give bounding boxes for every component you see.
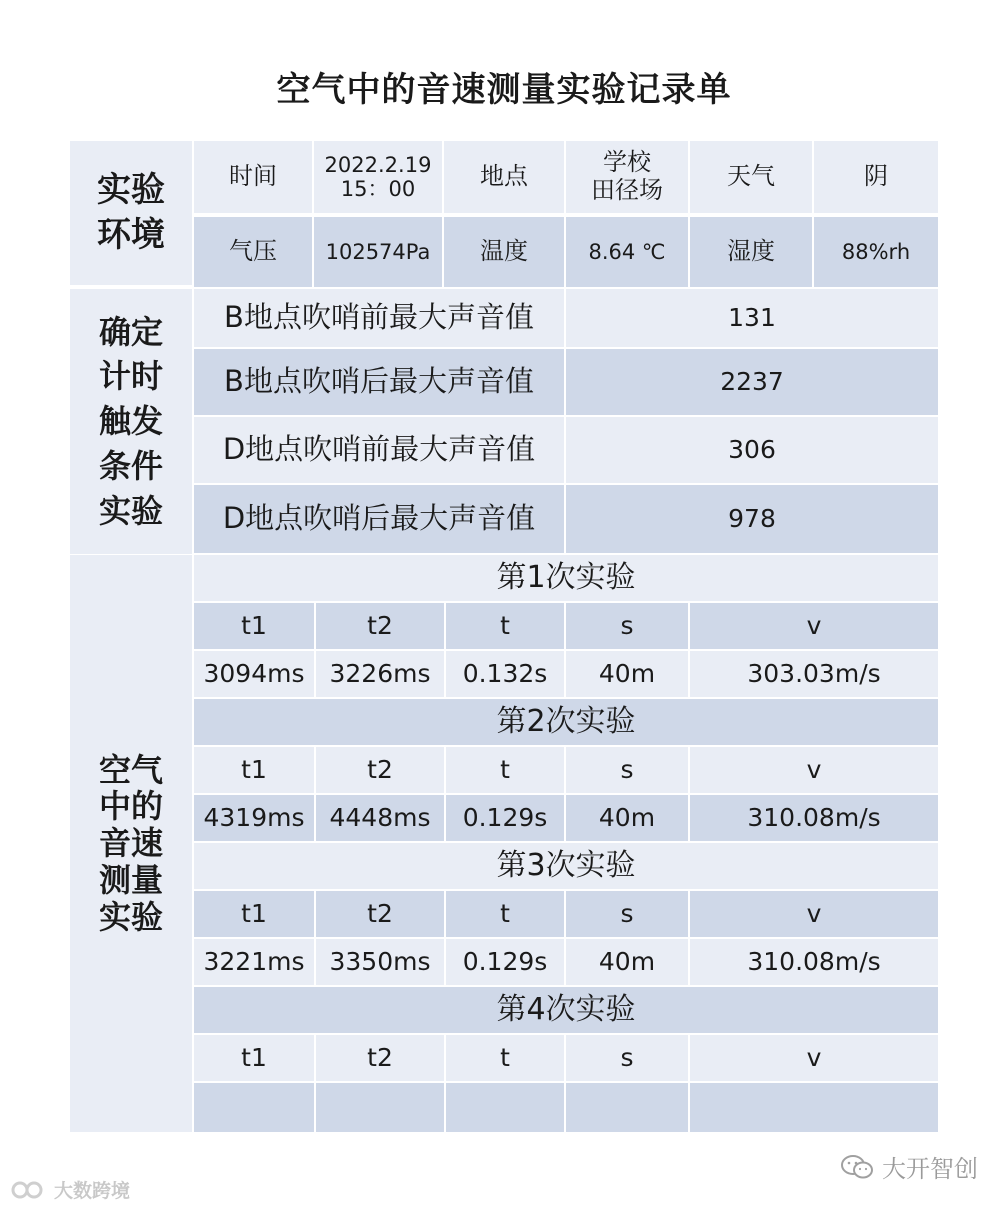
trigger-label-line: 条件 [98, 446, 163, 485]
weather-value: 阴 [814, 141, 938, 213]
trigger-label-line: 触发 [98, 402, 163, 441]
environment-section-label [70, 141, 192, 285]
header-v: v [690, 1035, 938, 1081]
run-title: 第4次实验 [194, 987, 938, 1033]
value-t2: 3350ms [316, 939, 444, 985]
header-t2: t2 [316, 1035, 444, 1081]
trigger-section-label [70, 289, 192, 554]
experiments-label-line: 中的 [98, 787, 163, 826]
header-t: t [446, 747, 564, 793]
header-t1: t1 [194, 603, 314, 649]
trigger-label-line: 确定 [98, 312, 163, 351]
header-t2: t2 [316, 603, 444, 649]
trigger-row-label: D地点吹哨前最大声音值 [194, 417, 564, 483]
experiments-label-line: 音速 [98, 824, 163, 863]
trigger-row-value: 131 [566, 289, 938, 347]
page-title: 空气中的音速测量实验记录单 [276, 70, 732, 110]
temperature-label: 温度 [444, 217, 564, 287]
header-s: s [566, 1035, 688, 1081]
experiments-section-label [70, 555, 192, 1132]
header-t2: t2 [316, 747, 444, 793]
watermark-left [10, 1176, 130, 1203]
run-title: 第3次实验 [194, 843, 938, 889]
trigger-label-line: 计时 [98, 357, 163, 396]
value-t1: 3221ms [194, 939, 314, 985]
trigger-row-value: 306 [566, 417, 938, 483]
header-t: t [446, 891, 564, 937]
value-s: 40m [566, 939, 688, 985]
time-label: 时间 [194, 141, 312, 213]
watermark-left-text: 大数跨境 [54, 1180, 131, 1202]
place-value [566, 141, 688, 213]
value-t: 0.132s [446, 651, 564, 697]
run-title: 第2次实验 [194, 699, 938, 745]
time-date: 2022.2.19 [324, 152, 432, 177]
trigger-label-line: 实验 [98, 491, 163, 530]
humidity-value: 88%rh [814, 217, 938, 287]
header-v: v [690, 603, 938, 649]
temperature-value: 8.64 ℃ [566, 217, 688, 287]
value-v: 310.08m/s [690, 939, 938, 985]
value-t2: 3226ms [316, 651, 444, 697]
header-s: s [566, 603, 688, 649]
wechat-icon [840, 1154, 874, 1180]
experiments-label-line: 测量 [98, 860, 163, 899]
value-t1: 3094ms [194, 651, 314, 697]
value-t2 [316, 1083, 444, 1132]
trigger-row-value: 978 [566, 485, 938, 553]
value-v: 303.03m/s [690, 651, 938, 697]
header-t1: t1 [194, 891, 314, 937]
trigger-row-label: B地点吹哨前最大声音值 [194, 289, 564, 347]
value-t: 0.129s [446, 795, 564, 841]
value-t1: 4319ms [194, 795, 314, 841]
header-v: v [690, 891, 938, 937]
run-title: 第1次实验 [194, 555, 938, 601]
value-s: 40m [566, 651, 688, 697]
value-t [446, 1083, 564, 1132]
header-s: s [566, 891, 688, 937]
environment-label-line: 环境 [97, 215, 165, 255]
weather-label: 天气 [690, 141, 812, 213]
ks-logo-icon [10, 1178, 48, 1202]
header-t1: t1 [194, 747, 314, 793]
experiments-label-line: 空气 [98, 750, 163, 789]
environment-label-line: 实验 [97, 170, 165, 211]
place-line: 田径场 [591, 176, 663, 204]
header-t1: t1 [194, 1035, 314, 1081]
value-v: 310.08m/s [690, 795, 938, 841]
watermark-right-text: 大开智创 [882, 1155, 978, 1183]
header-t2: t2 [316, 891, 444, 937]
place-label: 地点 [444, 141, 564, 213]
trigger-row-label: D地点吹哨后最大声音值 [194, 485, 564, 553]
trigger-row-value: 2237 [566, 349, 938, 415]
time-value [314, 141, 442, 213]
header-t: t [446, 1035, 564, 1081]
pressure-value: 102574Pa [314, 217, 442, 287]
time-clock: 15：00 [340, 177, 416, 201]
header-s: s [566, 747, 688, 793]
header-v: v [690, 747, 938, 793]
value-t1 [194, 1083, 314, 1132]
value-s: 40m [566, 795, 688, 841]
humidity-label: 湿度 [690, 217, 812, 287]
header-t: t [446, 603, 564, 649]
value-t: 0.129s [446, 939, 564, 985]
record-table [70, 141, 938, 1132]
pressure-label: 气压 [194, 217, 312, 287]
watermark-right [840, 1149, 978, 1184]
experiments-label-line: 实验 [98, 897, 163, 936]
trigger-row-label: B地点吹哨后最大声音值 [194, 349, 564, 415]
value-t2: 4448ms [316, 795, 444, 841]
value-v [690, 1083, 938, 1132]
place-line: 学校 [603, 148, 651, 177]
value-s [566, 1083, 688, 1132]
